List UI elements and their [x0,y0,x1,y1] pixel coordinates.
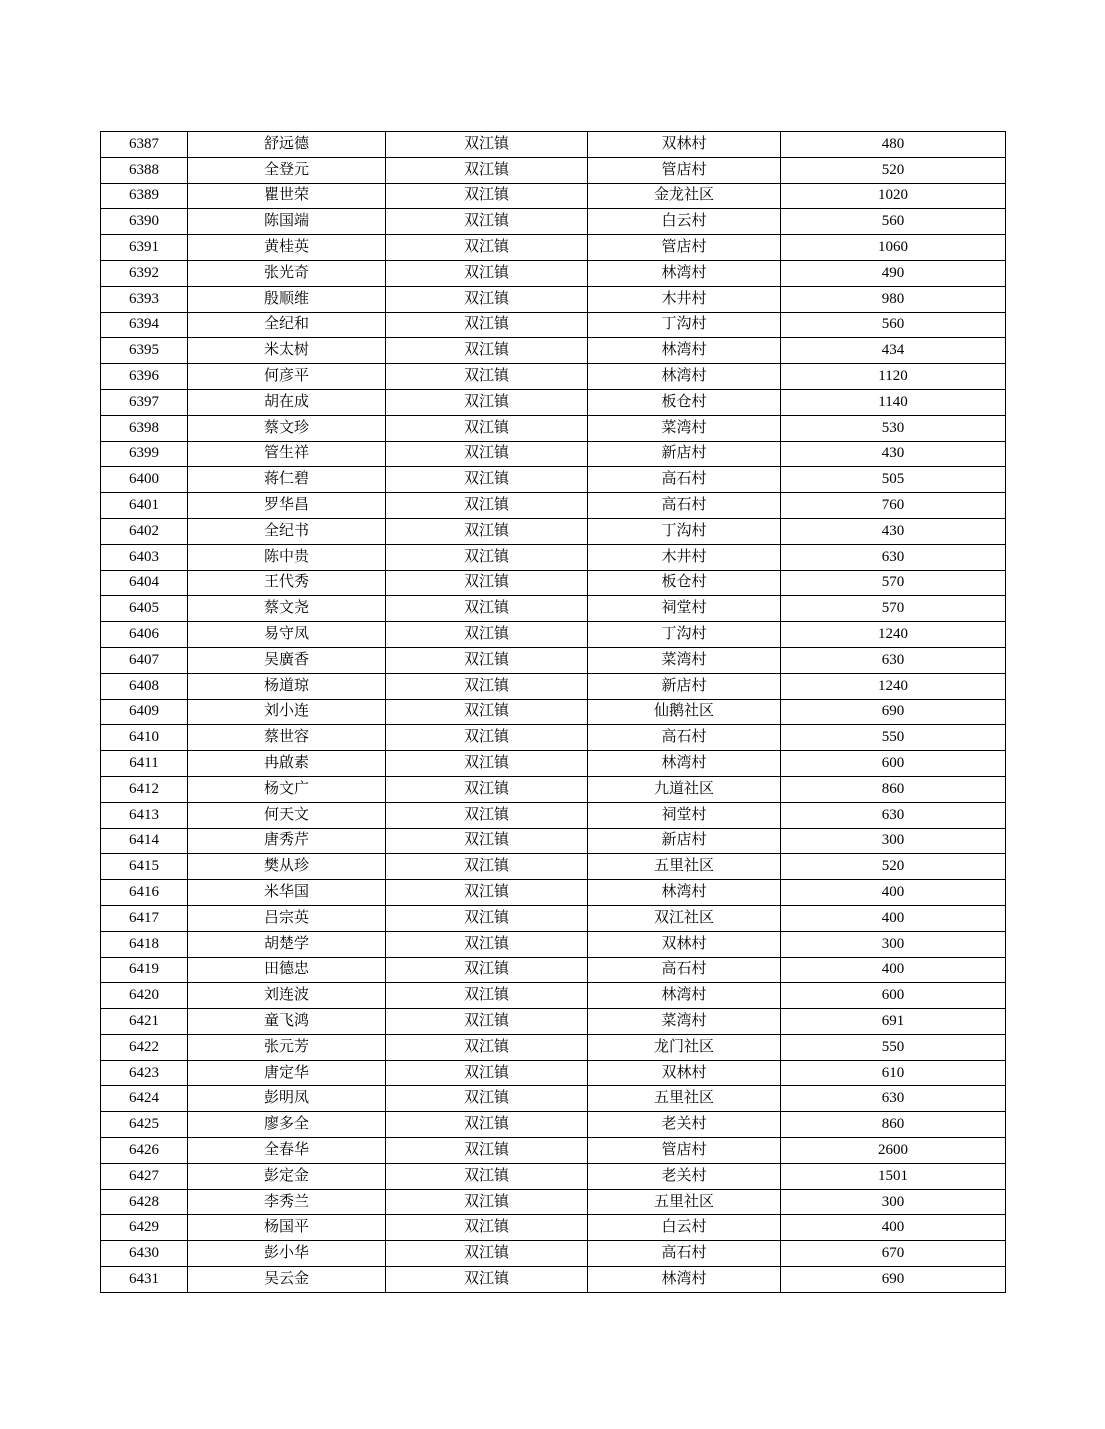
name-cell: 冉啟素 [188,751,386,777]
amount-cell: 300 [781,1189,1006,1215]
village-cell: 丁沟村 [588,622,781,648]
name-cell: 田德忠 [188,957,386,983]
village-cell: 菜湾村 [588,1009,781,1035]
id-cell: 6399 [101,441,188,467]
amount-cell: 760 [781,493,1006,519]
amount-cell: 400 [781,1215,1006,1241]
name-cell: 张元芳 [188,1034,386,1060]
table-row [101,673,1006,699]
id-cell: 6426 [101,1138,188,1164]
village-cell: 新店村 [588,441,781,467]
village-cell: 林湾村 [588,1267,781,1293]
id-cell: 6409 [101,699,188,725]
name-cell: 陈中贵 [188,544,386,570]
id-cell: 6413 [101,802,188,828]
amount-cell: 1240 [781,622,1006,648]
table-row [101,235,1006,261]
table-row [101,1034,1006,1060]
name-cell: 吴廣香 [188,647,386,673]
name-cell: 樊从珍 [188,854,386,880]
village-cell: 高石村 [588,493,781,519]
town-cell: 双江镇 [386,802,588,828]
id-cell: 6411 [101,751,188,777]
table-row [101,157,1006,183]
name-cell: 吕宗英 [188,905,386,931]
id-cell: 6428 [101,1189,188,1215]
town-cell: 双江镇 [386,441,588,467]
town-cell: 双江镇 [386,1086,588,1112]
town-cell: 双江镇 [386,389,588,415]
name-cell: 黄桂英 [188,235,386,261]
table-row [101,1241,1006,1267]
table-row [101,286,1006,312]
table-row [101,1138,1006,1164]
table-row [101,596,1006,622]
name-cell: 舒远德 [188,132,386,158]
village-cell: 五里社区 [588,854,781,880]
town-cell: 双江镇 [386,596,588,622]
town-cell: 双江镇 [386,286,588,312]
table-row [101,467,1006,493]
amount-cell: 490 [781,260,1006,286]
amount-cell: 530 [781,415,1006,441]
name-cell: 张光奇 [188,260,386,286]
roster-table [100,131,1006,1293]
town-cell: 双江镇 [386,673,588,699]
village-cell: 菜湾村 [588,647,781,673]
id-cell: 6404 [101,570,188,596]
amount-cell: 300 [781,828,1006,854]
town-cell: 双江镇 [386,364,588,390]
roster-table-body [101,132,1006,1293]
village-cell: 管店村 [588,235,781,261]
id-cell: 6402 [101,518,188,544]
amount-cell: 670 [781,1241,1006,1267]
village-cell: 丁沟村 [588,312,781,338]
amount-cell: 630 [781,1086,1006,1112]
id-cell: 6397 [101,389,188,415]
amount-cell: 1020 [781,183,1006,209]
amount-cell: 630 [781,802,1006,828]
town-cell: 双江镇 [386,828,588,854]
name-cell: 罗华昌 [188,493,386,519]
id-cell: 6388 [101,157,188,183]
id-cell: 6403 [101,544,188,570]
id-cell: 6420 [101,983,188,1009]
amount-cell: 560 [781,209,1006,235]
table-row [101,338,1006,364]
amount-cell: 505 [781,467,1006,493]
town-cell: 双江镇 [386,467,588,493]
table-row [101,751,1006,777]
town-cell: 双江镇 [386,751,588,777]
name-cell: 吴云金 [188,1267,386,1293]
village-cell: 板仓村 [588,389,781,415]
village-cell: 新店村 [588,673,781,699]
name-cell: 米华国 [188,880,386,906]
village-cell: 祠堂村 [588,802,781,828]
name-cell: 何彦平 [188,364,386,390]
town-cell: 双江镇 [386,1215,588,1241]
amount-cell: 480 [781,132,1006,158]
id-cell: 6431 [101,1267,188,1293]
id-cell: 6390 [101,209,188,235]
amount-cell: 400 [781,880,1006,906]
table-row [101,1060,1006,1086]
id-cell: 6424 [101,1086,188,1112]
village-cell: 仙鹅社区 [588,699,781,725]
table-row [101,1189,1006,1215]
amount-cell: 550 [781,725,1006,751]
town-cell: 双江镇 [386,209,588,235]
village-cell: 管店村 [588,157,781,183]
id-cell: 6392 [101,260,188,286]
table-row [101,1009,1006,1035]
amount-cell: 520 [781,157,1006,183]
id-cell: 6407 [101,647,188,673]
town-cell: 双江镇 [386,415,588,441]
id-cell: 6423 [101,1060,188,1086]
name-cell: 唐秀芹 [188,828,386,854]
id-cell: 6417 [101,905,188,931]
name-cell: 管生祥 [188,441,386,467]
name-cell: 杨道琼 [188,673,386,699]
village-cell: 老关村 [588,1163,781,1189]
name-cell: 彭定金 [188,1163,386,1189]
table-row [101,931,1006,957]
amount-cell: 570 [781,570,1006,596]
town-cell: 双江镇 [386,312,588,338]
village-cell: 祠堂村 [588,596,781,622]
town-cell: 双江镇 [386,1267,588,1293]
table-row [101,364,1006,390]
village-cell: 林湾村 [588,880,781,906]
name-cell: 米太树 [188,338,386,364]
name-cell: 全纪和 [188,312,386,338]
table-row [101,312,1006,338]
table-row [101,622,1006,648]
name-cell: 何天文 [188,802,386,828]
village-cell: 白云村 [588,1215,781,1241]
id-cell: 6395 [101,338,188,364]
village-cell: 林湾村 [588,983,781,1009]
id-cell: 6422 [101,1034,188,1060]
table-row [101,1112,1006,1138]
amount-cell: 630 [781,647,1006,673]
town-cell: 双江镇 [386,260,588,286]
name-cell: 殷顺维 [188,286,386,312]
table-row [101,880,1006,906]
town-cell: 双江镇 [386,1009,588,1035]
name-cell: 廖多全 [188,1112,386,1138]
amount-cell: 400 [781,905,1006,931]
amount-cell: 300 [781,931,1006,957]
village-cell: 板仓村 [588,570,781,596]
town-cell: 双江镇 [386,1060,588,1086]
id-cell: 6401 [101,493,188,519]
id-cell: 6418 [101,931,188,957]
id-cell: 6391 [101,235,188,261]
name-cell: 王代秀 [188,570,386,596]
amount-cell: 434 [781,338,1006,364]
table-row [101,209,1006,235]
village-cell: 白云村 [588,209,781,235]
village-cell: 林湾村 [588,260,781,286]
village-cell: 高石村 [588,725,781,751]
village-cell: 管店村 [588,1138,781,1164]
town-cell: 双江镇 [386,854,588,880]
table-row [101,1163,1006,1189]
name-cell: 刘连波 [188,983,386,1009]
village-cell: 五里社区 [588,1086,781,1112]
table-row [101,518,1006,544]
id-cell: 6415 [101,854,188,880]
town-cell: 双江镇 [386,983,588,1009]
amount-cell: 1140 [781,389,1006,415]
town-cell: 双江镇 [386,931,588,957]
village-cell: 林湾村 [588,364,781,390]
id-cell: 6405 [101,596,188,622]
village-cell: 丁沟村 [588,518,781,544]
amount-cell: 860 [781,1112,1006,1138]
village-cell: 双林村 [588,1060,781,1086]
id-cell: 6387 [101,132,188,158]
town-cell: 双江镇 [386,518,588,544]
amount-cell: 980 [781,286,1006,312]
id-cell: 6398 [101,415,188,441]
table-row [101,1267,1006,1293]
table-row [101,1215,1006,1241]
table-row [101,699,1006,725]
town-cell: 双江镇 [386,1163,588,1189]
amount-cell: 1060 [781,235,1006,261]
table-row [101,802,1006,828]
amount-cell: 630 [781,544,1006,570]
table-row [101,983,1006,1009]
name-cell: 陈国端 [188,209,386,235]
id-cell: 6408 [101,673,188,699]
amount-cell: 570 [781,596,1006,622]
village-cell: 高石村 [588,1241,781,1267]
town-cell: 双江镇 [386,1189,588,1215]
amount-cell: 690 [781,699,1006,725]
village-cell: 老关村 [588,1112,781,1138]
name-cell: 李秀兰 [188,1189,386,1215]
village-cell: 新店村 [588,828,781,854]
name-cell: 蔡文珍 [188,415,386,441]
name-cell: 杨文广 [188,776,386,802]
id-cell: 6406 [101,622,188,648]
name-cell: 彭小华 [188,1241,386,1267]
id-cell: 6419 [101,957,188,983]
table-row [101,776,1006,802]
name-cell: 童飞鸿 [188,1009,386,1035]
name-cell: 蔡世容 [188,725,386,751]
table-row [101,570,1006,596]
town-cell: 双江镇 [386,776,588,802]
town-cell: 双江镇 [386,905,588,931]
id-cell: 6421 [101,1009,188,1035]
name-cell: 全春华 [188,1138,386,1164]
town-cell: 双江镇 [386,957,588,983]
amount-cell: 691 [781,1009,1006,1035]
table-row [101,260,1006,286]
village-cell: 双林村 [588,132,781,158]
town-cell: 双江镇 [386,1241,588,1267]
name-cell: 彭明凤 [188,1086,386,1112]
table-row [101,828,1006,854]
amount-cell: 1501 [781,1163,1006,1189]
town-cell: 双江镇 [386,622,588,648]
id-cell: 6393 [101,286,188,312]
town-cell: 双江镇 [386,880,588,906]
table-row [101,957,1006,983]
name-cell: 瞿世荣 [188,183,386,209]
amount-cell: 1120 [781,364,1006,390]
village-cell: 菜湾村 [588,415,781,441]
name-cell: 胡在成 [188,389,386,415]
amount-cell: 610 [781,1060,1006,1086]
amount-cell: 550 [781,1034,1006,1060]
table-row [101,544,1006,570]
amount-cell: 1240 [781,673,1006,699]
table-row [101,441,1006,467]
amount-cell: 2600 [781,1138,1006,1164]
town-cell: 双江镇 [386,1112,588,1138]
id-cell: 6430 [101,1241,188,1267]
table-row [101,905,1006,931]
table-row [101,854,1006,880]
id-cell: 6412 [101,776,188,802]
village-cell: 金龙社区 [588,183,781,209]
name-cell: 全纪书 [188,518,386,544]
town-cell: 双江镇 [386,725,588,751]
amount-cell: 600 [781,751,1006,777]
amount-cell: 520 [781,854,1006,880]
name-cell: 蒋仁碧 [188,467,386,493]
village-cell: 林湾村 [588,338,781,364]
town-cell: 双江镇 [386,157,588,183]
table-row [101,132,1006,158]
village-cell: 高石村 [588,467,781,493]
name-cell: 杨国平 [188,1215,386,1241]
id-cell: 6425 [101,1112,188,1138]
town-cell: 双江镇 [386,1138,588,1164]
id-cell: 6389 [101,183,188,209]
town-cell: 双江镇 [386,183,588,209]
id-cell: 6394 [101,312,188,338]
village-cell: 木井村 [588,286,781,312]
name-cell: 胡楚学 [188,931,386,957]
amount-cell: 860 [781,776,1006,802]
village-cell: 龙门社区 [588,1034,781,1060]
village-cell: 木井村 [588,544,781,570]
town-cell: 双江镇 [386,132,588,158]
id-cell: 6416 [101,880,188,906]
name-cell: 全登元 [188,157,386,183]
table-row [101,415,1006,441]
amount-cell: 560 [781,312,1006,338]
amount-cell: 600 [781,983,1006,1009]
id-cell: 6396 [101,364,188,390]
town-cell: 双江镇 [386,647,588,673]
town-cell: 双江镇 [386,235,588,261]
town-cell: 双江镇 [386,338,588,364]
town-cell: 双江镇 [386,570,588,596]
table-row [101,389,1006,415]
amount-cell: 430 [781,441,1006,467]
table-row [101,183,1006,209]
town-cell: 双江镇 [386,493,588,519]
village-cell: 双林村 [588,931,781,957]
village-cell: 九道社区 [588,776,781,802]
id-cell: 6414 [101,828,188,854]
id-cell: 6410 [101,725,188,751]
amount-cell: 430 [781,518,1006,544]
name-cell: 刘小连 [188,699,386,725]
table-row [101,493,1006,519]
name-cell: 易守凤 [188,622,386,648]
village-cell: 双江社区 [588,905,781,931]
amount-cell: 690 [781,1267,1006,1293]
village-cell: 林湾村 [588,751,781,777]
id-cell: 6400 [101,467,188,493]
table-row [101,1086,1006,1112]
town-cell: 双江镇 [386,699,588,725]
name-cell: 唐定华 [188,1060,386,1086]
town-cell: 双江镇 [386,1034,588,1060]
id-cell: 6427 [101,1163,188,1189]
table-row [101,647,1006,673]
table-row [101,725,1006,751]
amount-cell: 400 [781,957,1006,983]
id-cell: 6429 [101,1215,188,1241]
village-cell: 高石村 [588,957,781,983]
town-cell: 双江镇 [386,544,588,570]
village-cell: 五里社区 [588,1189,781,1215]
name-cell: 蔡文尧 [188,596,386,622]
